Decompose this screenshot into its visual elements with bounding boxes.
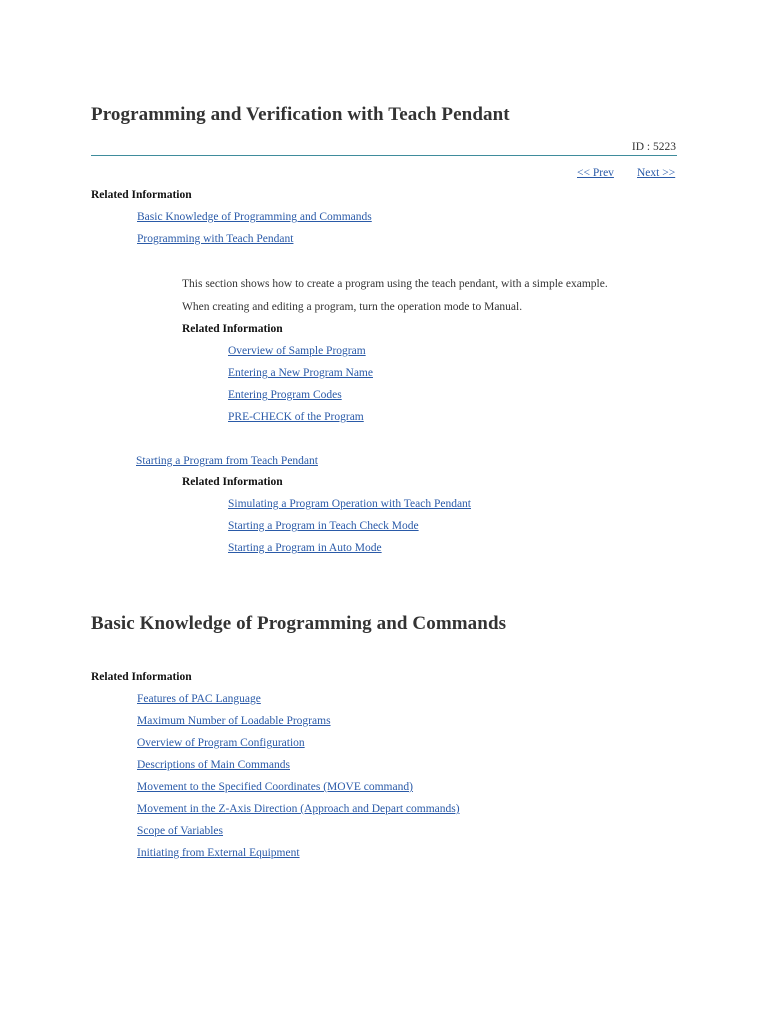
link-max-loadable-programs[interactable]: Maximum Number of Loadable Programs	[137, 715, 331, 727]
related-info-heading: Related Information	[91, 671, 192, 683]
link-starting-program-teach-pendant[interactable]: Starting a Program from Teach Pendant	[136, 455, 318, 467]
intro-text-line2: When creating and editing a program, turn the operation mode to Manual.	[182, 301, 523, 313]
related-info-heading: Related Information	[91, 189, 192, 201]
link-programming-teach-pendant[interactable]: Programming with Teach Pendant	[137, 233, 294, 245]
link-teach-check-mode[interactable]: Starting a Program in Teach Check Mode	[228, 520, 419, 532]
link-simulating-program[interactable]: Simulating a Program Operation with Teach Pendant	[228, 498, 471, 510]
link-move-command[interactable]: Movement to the Specified Coordinates (MOVE command)	[137, 781, 413, 793]
related-info-heading: Related Information	[182, 476, 283, 488]
section-title: Basic Knowledge of Programming and Commands	[91, 613, 507, 634]
link-scope-variables[interactable]: Scope of Variables	[137, 825, 224, 837]
link-pre-check[interactable]: PRE-CHECK of the Program	[228, 411, 364, 423]
link-auto-mode[interactable]: Starting a Program in Auto Mode	[228, 542, 382, 554]
prev-link[interactable]: << Prev	[577, 167, 614, 179]
link-main-commands[interactable]: Descriptions of Main Commands	[137, 759, 290, 771]
link-approach-depart[interactable]: Movement in the Z-Axis Direction (Approach and Depart commands)	[137, 803, 460, 815]
related-info-heading: Related Information	[182, 323, 283, 335]
link-features-pac-language[interactable]: Features of PAC Language	[137, 693, 261, 705]
link-entering-program-name[interactable]: Entering a New Program Name	[228, 367, 373, 379]
document-id: ID : 5223	[631, 141, 676, 153]
link-entering-program-codes[interactable]: Entering Program Codes	[228, 389, 342, 401]
link-external-equipment[interactable]: Initiating from External Equipment	[137, 847, 300, 859]
title-divider	[91, 155, 677, 156]
link-program-configuration[interactable]: Overview of Program Configuration	[137, 737, 305, 749]
intro-text-line1: This section shows how to create a program using the teach pendant, with a simple example.	[182, 278, 608, 290]
page-title: Programming and Verification with Teach Pendant	[91, 104, 510, 125]
next-link[interactable]: Next >>	[637, 167, 676, 179]
link-basic-knowledge[interactable]: Basic Knowledge of Programming and Commands	[137, 211, 372, 223]
link-overview-sample-program[interactable]: Overview of Sample Program	[228, 345, 366, 357]
